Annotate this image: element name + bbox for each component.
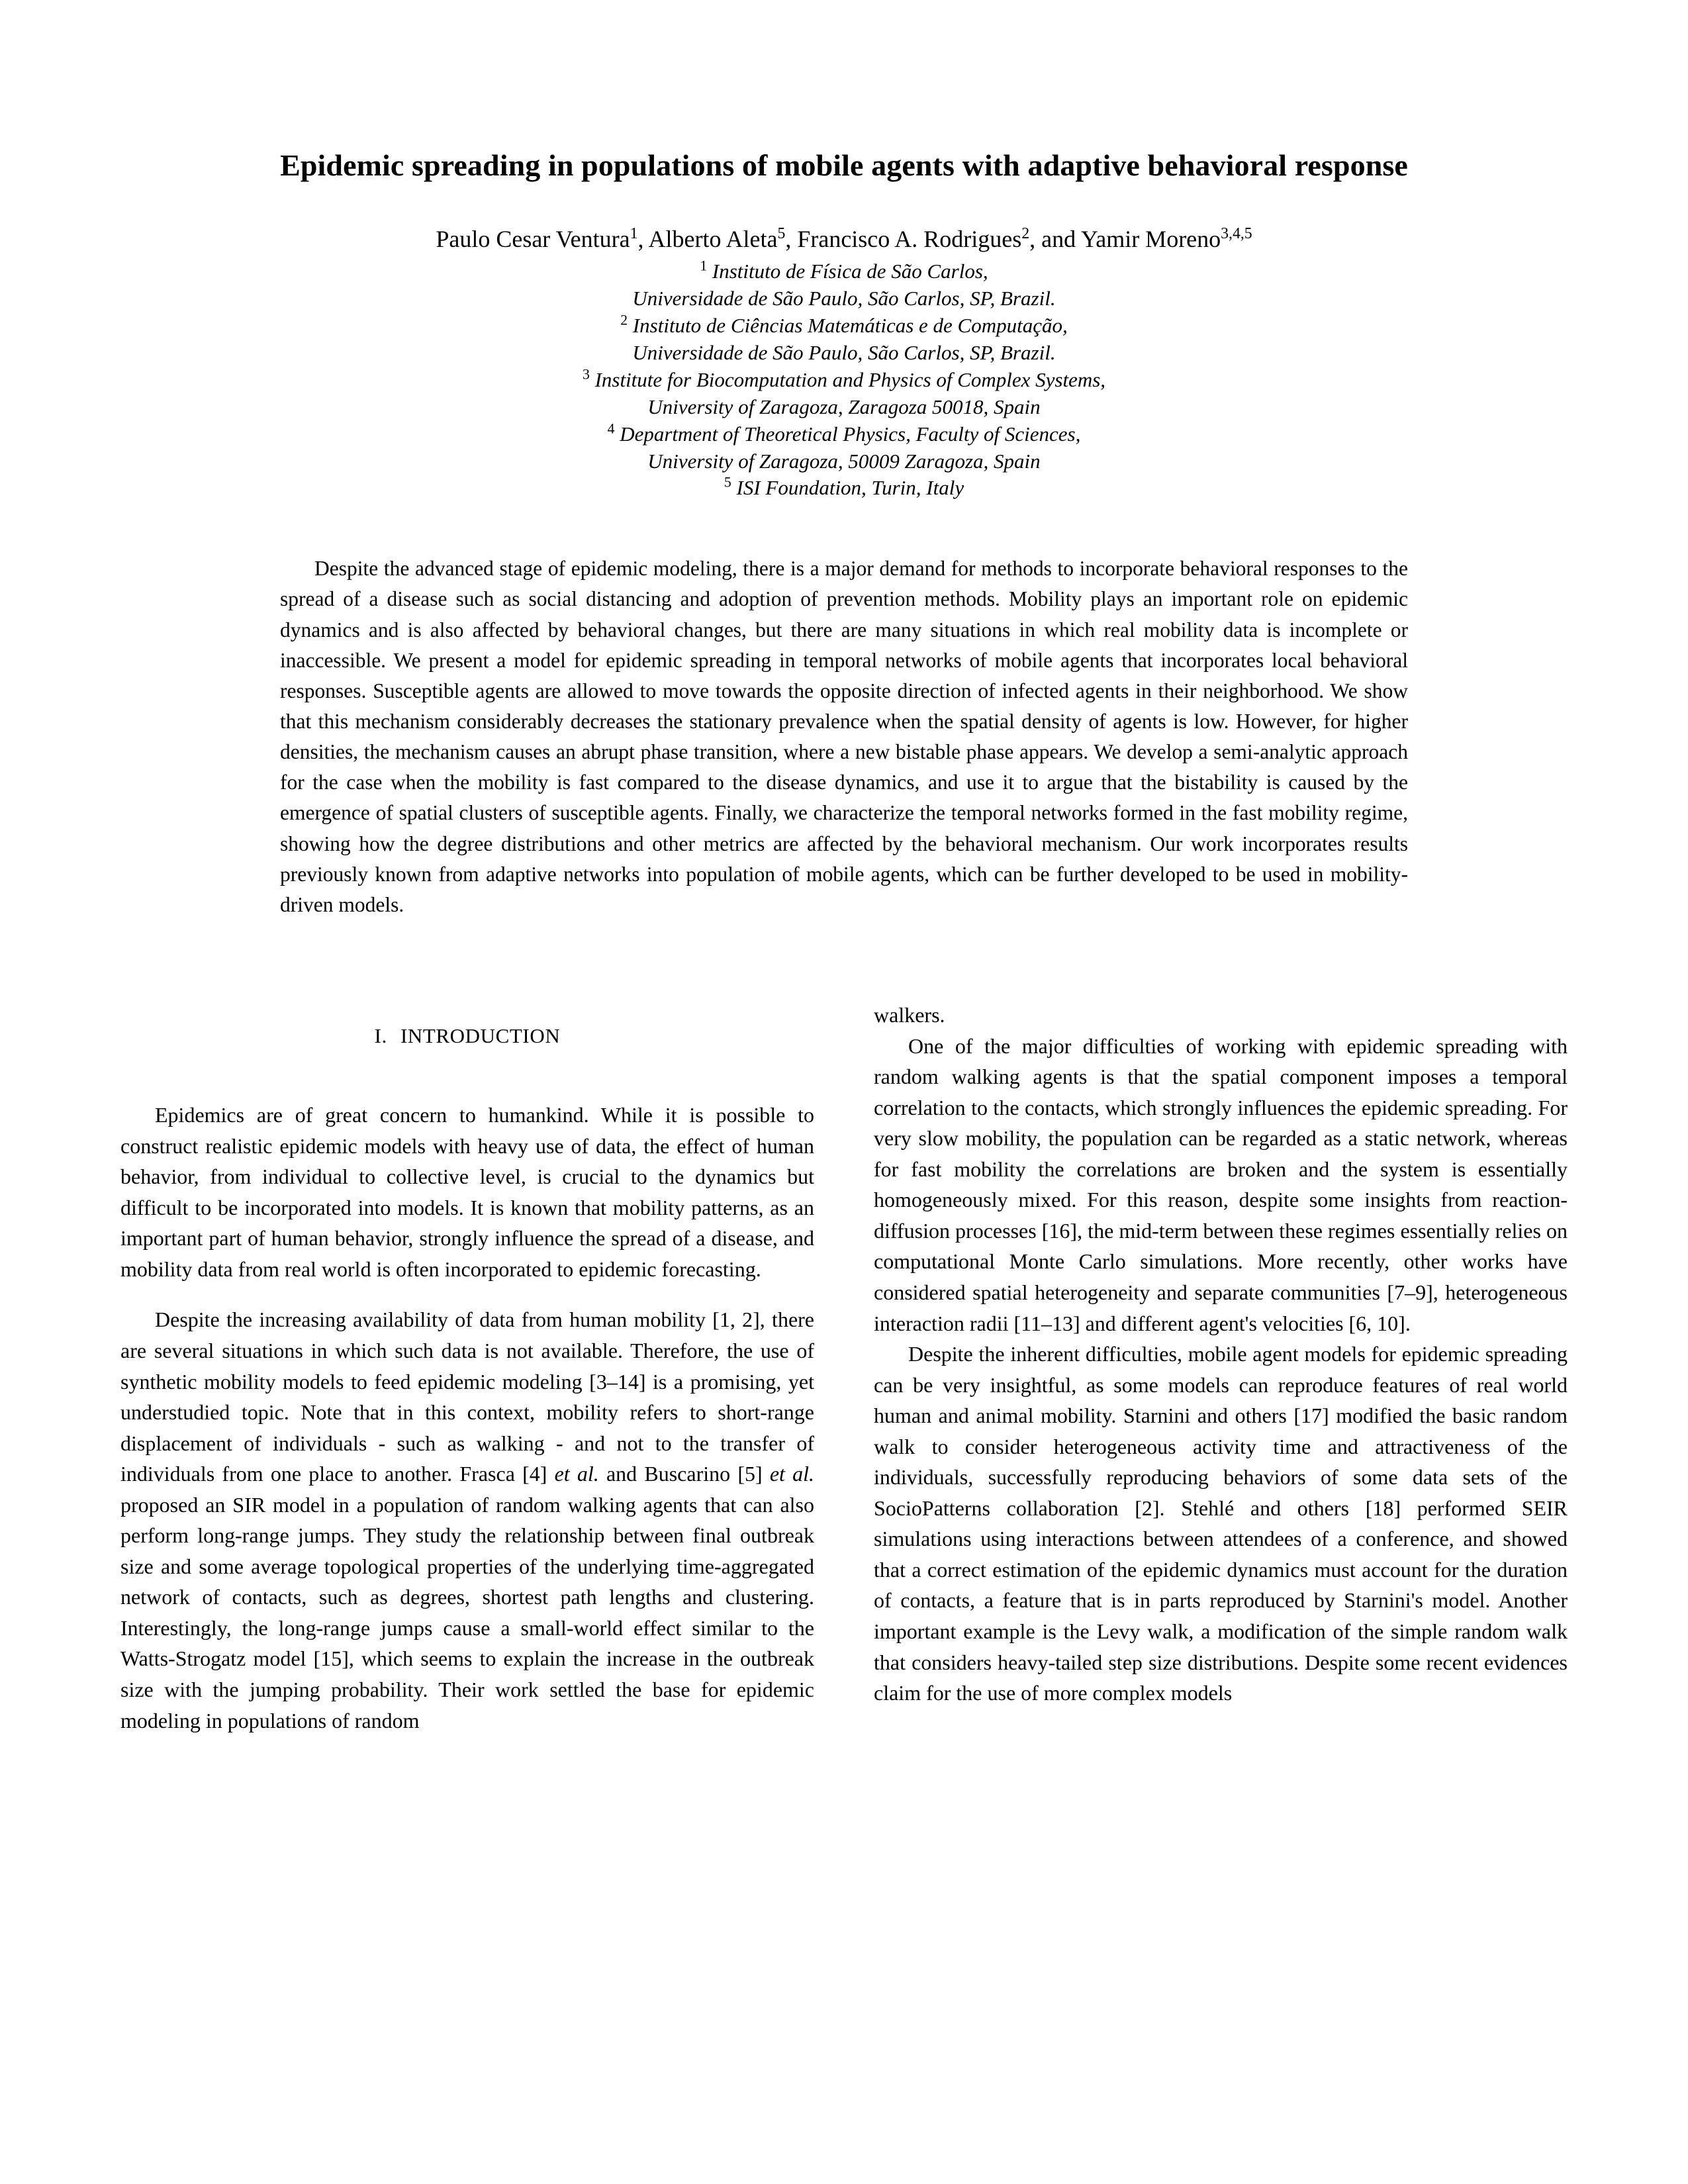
affiliation-text: ISI Foundation, Turin, Italy — [736, 476, 964, 500]
section-heading-introduction — [120, 1021, 814, 1051]
affiliation-text: Universidade de São Paulo, São Carlos, SP, Brazil. — [632, 340, 1056, 364]
affiliation-marker: 5 — [724, 475, 731, 491]
affiliation-marker: 3 — [582, 366, 590, 383]
page-title: Epidemic spreading in populations of mobile agents with adaptive behavioral response — [280, 148, 1408, 182]
column-left — [120, 1000, 814, 1736]
affiliation-text: University of Zaragoza, Zaragoza 50018, Spain — [647, 395, 1041, 418]
affiliation-marker: 2 — [620, 312, 628, 328]
paragraph: Despite the increasing availability of data from human mobility [1, 2], there are several situations in which such data is not available. Therefore, the use of synthetic mobility models to feed epidemic modeling [3–14] is a promising, yet understudied topic. Note that in this context, mobility refers to short-range displacement of individuals - such as walking - and not to the transfer of individuals from one place to another. Frasca [4] et al. and Buscarino [5] et al. proposed an SIR model in a population of random walking agents that can also perform long-range jumps. They study the relationship between final outbreak size and some average topological properties of the underlying time-aggregated network of contacts, such as degrees, shortest path lengths and clustering. Interestingly, the long-range jumps cause a small-world effect similar to the Watts-Strogatz model [15], which seems to explain the increase in the outbreak size with the jumping probability. Their work settled the base for epidemic modeling in populations of random — [120, 1307, 815, 1733]
author-list: Paulo Cesar Ventura$^1$, Alberto Aleta$^5$, Francisco A. Rodrigues$^2$, and Yamir Moreno$^{3,4,5}$ — [436, 225, 1252, 253]
affiliation-line — [120, 367, 1568, 394]
affiliation-list — [120, 258, 1568, 502]
section-title: INTRODUCTION — [400, 1024, 561, 1048]
paragraph: Despite the inherent difficulties, mobile agent models for epidemic spreading can be very insightful, as some models can reproduce features of real world human and animal mobility. Starnini and others [17] modified the basic random walk to consider heterogeneous activity time and attractiveness of the individuals, successfully reproducing behaviors of some data sets of the SocioPatterns collaboration [2]. Stehlé and others [18] performed SEIR simulations using interactions between attendees of a conference, and showed that a correct estimation of the epidemic dynamics must account for the duration of contacts, a feature that is in parts reproduced by Starnini's model. Another important example is the Levy walk, a modification of the simple random walk that considers heavy-tailed step size distributions. Despite some recent evidences claim for the use of more complex models — [874, 1342, 1568, 1705]
paragraph: Epidemics are of great concern to humankind. While it is possible to construct realistic epidemic models with heavy use of data, the effect of human behavior, from individual to collective level, is crucial to the dynamics but difficult to be incorporated into models. It is known that mobility patterns, as an important part of human behavior, strongly influence the spread of a disease, and mobility data from real world is often incorporated to epidemic forecasting. — [120, 1103, 814, 1281]
affiliation-line — [120, 340, 1568, 367]
affiliation-text: University of Zaragoza, 50009 Zaragoza, Spain — [647, 449, 1041, 473]
affiliation-marker: 1 — [700, 258, 708, 274]
affiliation-line — [120, 448, 1568, 475]
column-right — [874, 1000, 1568, 1709]
affiliation-line — [120, 285, 1568, 312]
affiliation-line — [120, 312, 1568, 340]
affiliation-text: Institute for Biocomputation and Physics of Complex Systems, — [594, 367, 1106, 391]
affiliation-marker: 4 — [607, 420, 615, 437]
paragraph-continuation: walkers. — [874, 1003, 945, 1027]
affiliation-line — [120, 475, 1568, 502]
affiliation-text: Instituto de Física de São Carlos, — [712, 260, 988, 283]
body-columns — [120, 1000, 1568, 1736]
affiliation-text: Department of Theoretical Physics, Faculty of Sciences, — [620, 422, 1081, 446]
paragraph: One of the major difficulties of working with epidemic spreading with random walking agents is that the spatial component imposes a temporal correlation to the contacts, which strongly influences the epidemic spreading. For very slow mobility, the population can be regarded as a static network, whereas for fast mobility the correlations are broken and the system is essentially homogeneously mixed. For this reason, despite some insights from reaction-diffusion processes [16], the mid-term between these regimes essentially relies on computational Monte Carlo simulations. More recently, other works have considered spatial heterogeneity and separate communities [7–9], heterogeneous interaction radii [11–13] and different agent's velocities [6, 10]. — [874, 1033, 1568, 1335]
affiliation-line — [120, 258, 1568, 285]
affiliation-text: Instituto de Ciências Matemáticas e de Computação, — [632, 314, 1068, 337]
affiliation-line — [120, 394, 1568, 421]
affiliation-line — [120, 421, 1568, 448]
paper-sheet — [120, 0, 1568, 1736]
abstract: Despite the advanced stage of epidemic modeling, there is a major demand for methods to incorporate behavioral responses to the spread of a disease such as social distancing and adoption of prevention methods. Mobility plays an important role on epidemic dynamics and is also affected by behavioral changes, but there are many situations in which real mobility data is incomplete or inaccessible. We present a model for epidemic spreading in temporal networks of mobile agents that incorporates local behavioral responses. Susceptible agents are allowed to move towards the opposite direction of infected agents in their neighborhood. We show that this mechanism considerably decreases the stationary prevalence when the spatial density of agents is low. However, for higher densities, the mechanism causes an abrupt phase transition, where a new bistable phase appears. We develop a semi-analytic approach for the case when the mobility is fast compared to the disease dynamics, and use it to argue that the bistability is caused by the emergence of spatial clusters of susceptible agents. Finally, we characterize the temporal networks formed in the fast mobility regime, showing how the degree distributions and other metrics are affected by the behavioral mechanism. Our work incorporates results previously known from adaptive networks into population of mobile agents, which can be further developed to be used in mobility-driven models. — [280, 557, 1408, 916]
section-number: I. — [374, 1024, 387, 1048]
affiliation-text: Universidade de São Paulo, São Carlos, SP, Brazil. — [632, 287, 1056, 310]
